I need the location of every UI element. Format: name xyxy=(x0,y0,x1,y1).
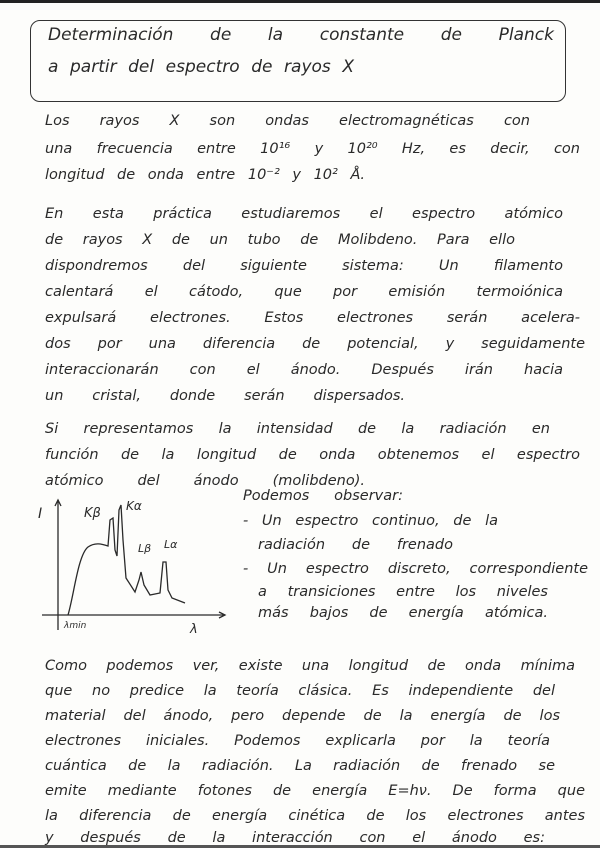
text-line: la diferencia de energía cinética de los electrones antes xyxy=(45,808,585,824)
text-line: de rayos X de un tubo de Molibdeno. Para ello xyxy=(45,232,515,248)
text-line: una frecuencia entre 10¹⁶ y 10²⁰ Hz, es decir, con xyxy=(45,141,580,157)
peak-label: Lβ xyxy=(138,542,152,555)
text-line: función de la longitud de onda obtenemos el espectro xyxy=(45,447,580,463)
list-item: - Un espectro discreto, correspondiente xyxy=(243,561,588,577)
title-line: a partir del espectro de rayos X xyxy=(48,57,354,77)
y-axis-label: I xyxy=(38,506,43,522)
text-line: emite mediante fotones de energía E=hν. De forma que xyxy=(45,783,585,799)
text-line: dispondremos del siguiente sistema: Un filamento xyxy=(45,258,563,274)
title-line: Determinación de la constante de Planck xyxy=(48,25,554,45)
peak-label: Kα xyxy=(126,499,142,513)
peak-label: Kβ xyxy=(84,506,101,521)
text-line: Como podemos ver, existe una longitud de onda mínima xyxy=(45,658,575,674)
text-line: En esta práctica estudiaremos el espectro atómico xyxy=(45,206,563,222)
text-line: que no predice la teoría clásica. Es independiente del xyxy=(45,683,555,699)
text-line: Si representamos la intensidad de la radiación en xyxy=(45,421,550,437)
text-line: un cristal, donde serán dispersados. xyxy=(45,388,405,404)
text-line: interaccionarán con el ánodo. Después irán hacia xyxy=(45,362,563,378)
peak-label: Lα xyxy=(164,538,178,551)
text-line: longitud de onda entre 10⁻² y 10² Å. xyxy=(45,167,365,183)
text-line: Podemos observar: xyxy=(243,488,403,504)
text-line: atómico del ánodo (molibdeno). xyxy=(45,473,365,489)
list-item-continued: a transiciones entre los niveles xyxy=(258,584,548,600)
text-line: material del ánodo, pero depende de la energía de los xyxy=(45,708,560,724)
x-min-label: λmin xyxy=(64,621,87,631)
text-line: Los rayos X son ondas electromagnéticas con xyxy=(45,113,530,129)
list-item: - Un espectro continuo, de la xyxy=(243,513,498,529)
text-line: electrones iniciales. Podemos explicarla por la teoría xyxy=(45,733,550,749)
scan-edge-top xyxy=(0,0,600,3)
text-line: cuántica de la radiación. La radiación de frenado se xyxy=(45,758,555,774)
list-item-continued: radiación de frenado xyxy=(258,537,453,553)
spectrum-curve xyxy=(68,505,185,615)
x-axis-label: λ xyxy=(190,622,198,637)
text-line: expulsará electrones. Estos electrones serán acelera- xyxy=(45,310,580,326)
xray-spectrum-sketch xyxy=(0,480,240,650)
text-line: calentará el cátodo, que por emisión termoiónica xyxy=(45,284,563,300)
text-line: dos por una diferencia de potencial, y seguidamente xyxy=(45,336,585,352)
list-item-continued: más bajos de energía atómica. xyxy=(258,605,548,621)
text-line: y después de la interacción con el ánodo es: xyxy=(45,830,545,846)
